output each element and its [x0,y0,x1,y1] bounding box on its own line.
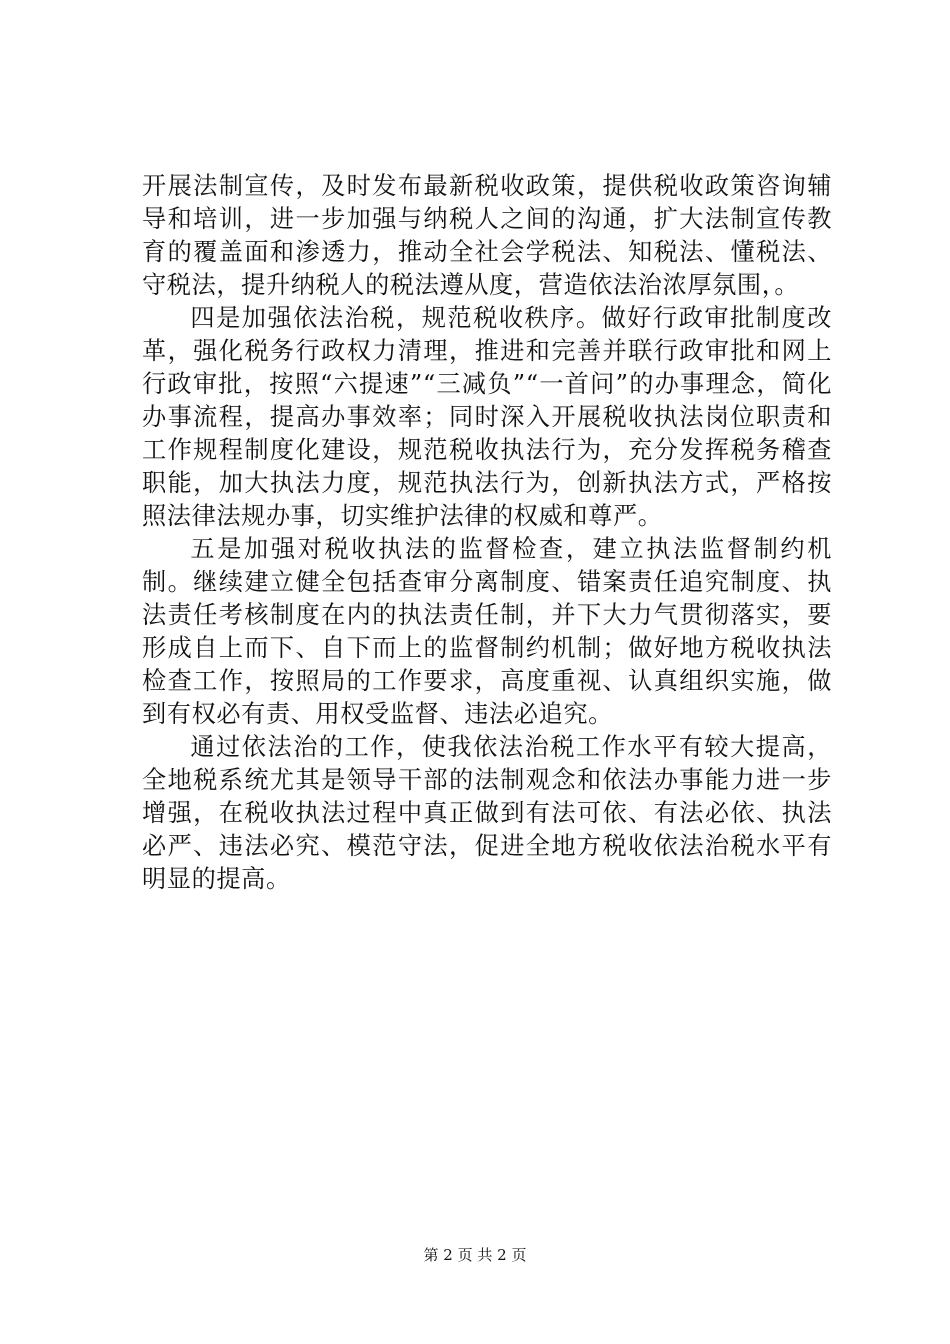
page-footer [0,1245,950,1265]
page-number-label: 第 2 页 共 2 页 [423,1246,527,1264]
paragraph-3: 五是加强对税收执法的监督检查，建立执法监督制约机制。继续建立健全包括查审分离制度、错案责任追究制度、执法责任考核制度在内的执法责任制，并下大力气贯彻落实，要形成自上而下、自下而上的监督制约机制；做好地方税收执法检查工作，按照局的工作要求，高度重视、认真组织实施，做到有权必有责、用权受监督、违法必追究。 [142,535,832,728]
paragraph-1: 开展法制宣传，及时发布最新税收政策，提供税收政策咨询辅导和培训，进一步加强与纳税人之间的沟通，扩大法制宣传教育的覆盖面和渗透力，推动全社会学税法、知税法、懂税法、守税法，提升纳税人的税法遵从度，营造依法治浓厚氛围，。 [142,172,832,299]
paragraph-4: 通过依法治的工作，使我依法治税工作水平有较大提高，全地税系统尤其是领导干部的法制观念和依法办事能力进一步增强，在税收执法过程中真正做到有法可依、有法必依、执法必严、违法必究、模范守法，促进全地方税收依法治税水平有明显的提高。 [142,733,832,893]
paragraph-2: 四是加强依法治税，规范税收秩序。做好行政审批制度改革，强化税务行政权力清理，推进和完善并联行政审批和网上行政审批，按照“六提速”“三减负”“一首问”的办事理念，简化办事流程，提高办事效率；同时深入开展税收执法岗位职责和工作规程制度化建设，规范税收执法行为，充分发挥税务稽查职能，加大执法力度，规范执法行为，创新执法方式，严格按照法律法规办事，切实维护法律的权威和尊严。 [142,304,832,530]
document-body [142,170,832,896]
